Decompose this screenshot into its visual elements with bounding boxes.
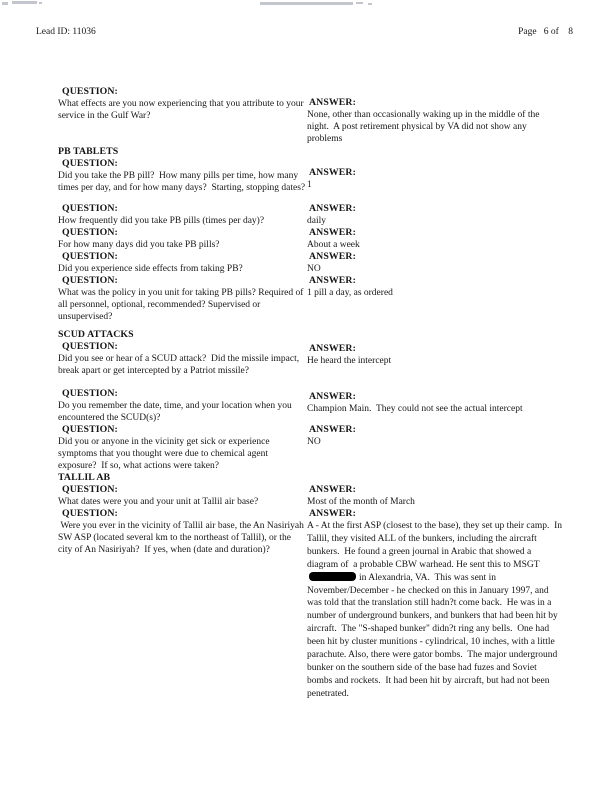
- qa-row: [58, 275, 578, 323]
- question-text: Did you experience side effects from taking PB?: [58, 264, 243, 274]
- answer-text: Most of the month of March: [307, 497, 415, 507]
- answer-label: ANSWER:: [309, 227, 356, 238]
- answer-text: 1: [307, 180, 312, 190]
- answer-label: ANSWER:: [309, 251, 356, 262]
- answer-label: ANSWER:: [309, 97, 356, 108]
- answer-text: None, other than occasionally waking up in the middle of the night. A post retirement physical by VA did not show any problems: [307, 110, 542, 144]
- redaction-bar: [309, 572, 356, 581]
- section-header-pb-tablets: PB TABLETS: [58, 146, 119, 157]
- answer-text: About a week: [307, 240, 360, 250]
- qa-row: [58, 86, 578, 145]
- answer-cell: [307, 388, 563, 415]
- answer-text: daily: [307, 216, 326, 226]
- question-label: QUESTION:: [62, 227, 118, 238]
- qa-row: [58, 508, 578, 701]
- question-cell: [58, 275, 307, 323]
- qa-row: [58, 251, 578, 275]
- answer-label: ANSWER:: [309, 275, 356, 286]
- answer-cell: [307, 203, 563, 227]
- answer-cell: [307, 508, 563, 701]
- answer-cell: [307, 484, 563, 508]
- answer-text: [307, 520, 563, 701]
- lead-id-label: Lead ID: 11036: [36, 27, 96, 37]
- answer-text-before-redaction: A - At the first ASP (closest to the base), they set up their camp. In Tallil, they visited ALL of the bunkers, including the aircraft bunkers. He found a green journal in Arabic that showed a diagram of a probable CBW warhead. He sent this to MSGT: [307, 521, 565, 570]
- answer-cell: [307, 424, 563, 448]
- answer-label: ANSWER:: [309, 203, 356, 214]
- question-label: QUESTION:: [62, 275, 118, 286]
- answer-cell: [307, 275, 563, 299]
- answer-cell: [307, 86, 563, 145]
- answer-cell: [307, 158, 563, 191]
- scan-artifact: [356, 2, 363, 4]
- question-label: QUESTION:: [62, 388, 118, 399]
- question-cell: [58, 203, 307, 227]
- answer-label: ANSWER:: [309, 343, 356, 354]
- answer-label: ANSWER:: [309, 508, 356, 519]
- qa-row: [58, 341, 578, 377]
- question-cell: [58, 227, 307, 251]
- qa-row: [58, 227, 578, 251]
- question-label: QUESTION:: [62, 158, 118, 169]
- answer-cell: [307, 251, 563, 275]
- answer-text: 1 pill a day, as ordered: [307, 288, 393, 298]
- answer-text-after-redaction: in Alexandria, VA. This was sent in November/December - he checked on this in January 1997, and was told that the translation still hadn?t come back. He was in a number of underground bunkers, and bunkers that had been hit by aircraft. The "S-shaped bunker" didn?t ring any bells. One had been hit by cluster munitions - cylindrical, 10 inches, with a little parachute. Also, there were gator bombs. The major underground bunker on the southern side of the base had fuzes and Soviet bombs and rockets. It had been hit by aircraft, but had not been penetrated.: [307, 572, 561, 699]
- answer-label: ANSWER:: [309, 484, 356, 495]
- answer-cell: [307, 341, 563, 367]
- page-number-label: Page 6 of 8: [518, 27, 573, 37]
- question-label: QUESTION:: [62, 86, 118, 97]
- question-text: How frequently did you take PB pills (times per day)?: [58, 216, 265, 226]
- question-cell: [58, 158, 307, 194]
- answer-cell: [307, 227, 563, 251]
- section-header-scud-attacks: SCUD ATTACKS: [58, 329, 134, 340]
- question-text: Did you see or hear of a SCUD attack? Did the missile impact, break apart or get intercepted by a Patriot missile?: [58, 354, 302, 376]
- qa-row: [58, 203, 578, 227]
- question-text: What was the policy in you unit for taking PB pills? Required of all personnel, optional, recommended? Supervised or unsupervised?: [58, 288, 306, 322]
- answer-text: Champion Main. They could not see the actual intercept: [307, 404, 523, 414]
- question-text: Were you ever in the vicinity of Tallil air base, the An Nasiriyah SW ASP (located several km to the northeast of Tallil), or the city of An Nasiriyah? If yes, when (date and duration)?: [58, 521, 307, 555]
- scan-artifact: [12, 1, 37, 4]
- question-cell: [58, 508, 307, 556]
- question-text: What dates were you and your unit at Tallil air base?: [58, 497, 259, 507]
- question-cell: [58, 251, 307, 275]
- question-label: QUESTION:: [62, 341, 118, 352]
- qa-row: [58, 484, 578, 508]
- question-text: Do you remember the date, time, and your location when you encountered the SCUD(s)?: [58, 401, 295, 423]
- answer-text: NO: [307, 437, 321, 447]
- answer-text: NO: [307, 264, 321, 274]
- scan-artifact: [2, 2, 8, 5]
- question-label: QUESTION:: [62, 203, 118, 214]
- scan-artifact: [260, 2, 353, 5]
- scan-artifact: [39, 2, 42, 4]
- answer-label: ANSWER:: [309, 391, 356, 402]
- question-cell: [58, 424, 307, 472]
- question-label: QUESTION:: [62, 424, 118, 435]
- question-text: For how many days did you take PB pills?: [58, 240, 220, 250]
- qa-content: [58, 86, 578, 701]
- question-label: QUESTION:: [62, 484, 118, 495]
- question-label: QUESTION:: [62, 508, 118, 519]
- answer-label: ANSWER:: [309, 167, 356, 178]
- question-cell: [58, 484, 307, 508]
- scan-artifact: [368, 3, 372, 5]
- qa-row: [58, 424, 578, 472]
- qa-row: [58, 388, 578, 424]
- answer-text: He heard the intercept: [307, 356, 392, 366]
- question-cell: [58, 341, 307, 377]
- question-text: Did you or anyone in the vicinity get sick or experience symptoms that you thought were due to chemical agent exposure? If so, what actions were taken?: [58, 437, 272, 471]
- question-cell: [58, 388, 307, 424]
- question-label: QUESTION:: [62, 251, 118, 262]
- question-text: What effects are you now experiencing that you attribute to your service in the Gulf War?: [58, 99, 307, 121]
- answer-label: ANSWER:: [309, 424, 356, 435]
- section-header-tallil-ab: TALLIL AB: [58, 472, 111, 483]
- question-text: Did you take the PB pill? How many pills per time, how many times per day, and for how many days? Starting, stopping dates?: [58, 171, 306, 193]
- page-header: [36, 26, 573, 38]
- question-cell: [58, 86, 307, 122]
- qa-row: [58, 158, 578, 194]
